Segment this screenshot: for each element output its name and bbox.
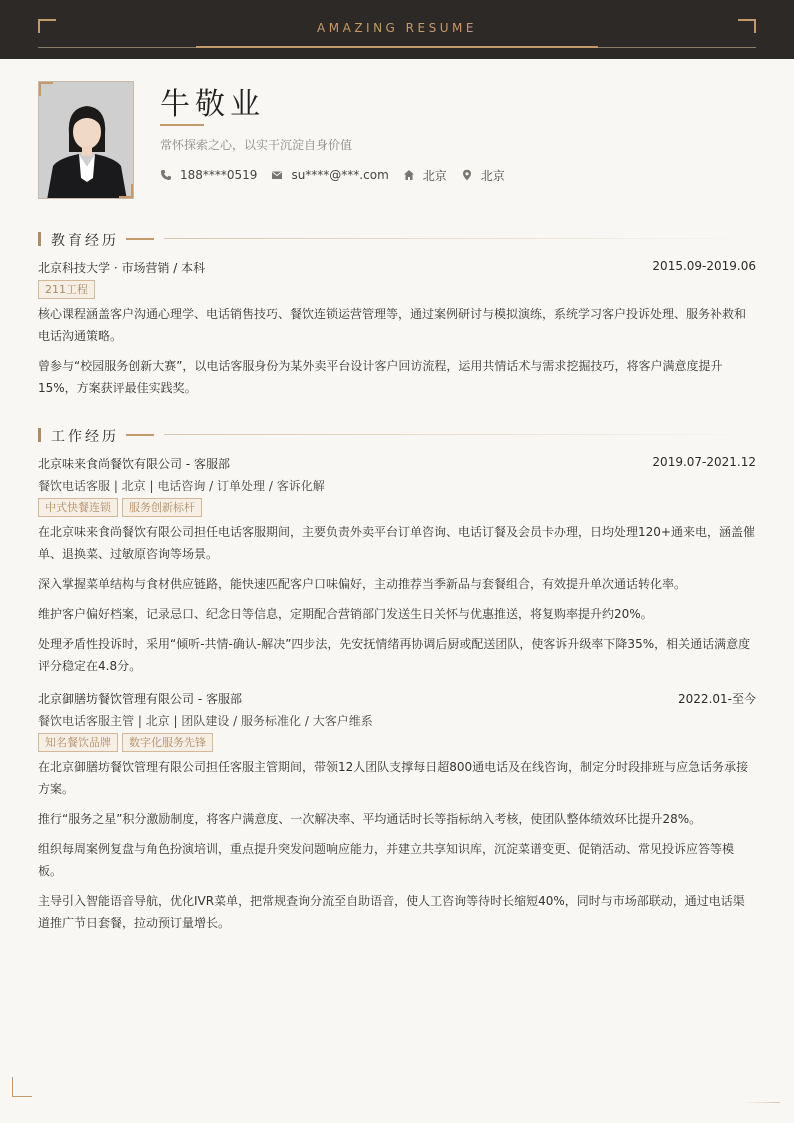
job-tags <box>38 498 206 517</box>
location: 北京 <box>480 168 505 183</box>
job-period: 2022.01-至今 <box>678 692 756 706</box>
home-icon <box>403 169 415 181</box>
company-name: 北京御膳坊餐饮管理有限公司 - 客服部 <box>38 692 242 706</box>
phone-number: 188****0519 <box>180 168 258 182</box>
brand-title: AMAZING RESUME <box>317 21 477 35</box>
header-accent-line <box>196 46 598 48</box>
school-name: 北京科技大学 · 市场营销 / 本科 <box>38 261 206 275</box>
name-underline <box>160 124 204 126</box>
job-entry <box>38 455 756 472</box>
education-tags <box>38 280 99 299</box>
section-title: 教育经历 <box>51 233 119 249</box>
tag: 知名餐饮品牌 <box>38 733 118 752</box>
education-paragraph: 核心课程涵盖客户沟通心理学、电话销售技巧、餐饮连锁运营管理等，通过案例研讨与模拟演练，系统学习客户投诉处理、服务补救和电话沟通策略。 <box>38 307 747 343</box>
hometown: 北京 <box>422 168 447 183</box>
education-entry <box>38 259 756 276</box>
job-role: 餐饮电话客服 | 北京 | 电话咨询 / 订单处理 / 客诉化解 <box>38 479 325 493</box>
education-period: 2015.09-2019.06 <box>652 259 756 273</box>
job-tags <box>38 733 217 752</box>
bottom-right-line-ornament <box>742 1102 780 1103</box>
job-paragraph: 在北京味来食尚餐饮有限公司担任电话客服期间，主要负责外卖平台订单咨询、电话订餐及会员卡办理，日均处理120+通来电，涵盖催单、退换菜、过敏原咨询等场景。 <box>38 525 755 561</box>
education-paragraph: 曾参与“校园服务创新大赛”，以电话客服身份为某外卖平台设计客户回访流程，运用共情话术与需求挖掘技巧，将客户满意度提升15%，方案获评最佳实践奖。 <box>38 359 723 395</box>
location-pin-icon <box>461 169 473 181</box>
tag: 211工程 <box>38 280 95 299</box>
mail-icon <box>271 169 283 181</box>
candidate-tagline: 常怀探索之心，以实干沉淀自身价值 <box>160 138 353 152</box>
job-paragraph: 在北京御膳坊餐饮管理有限公司担任客服主管期间，带领12人团队支撑每日超800通电话及在线咨询，制定分时段排班与应急话务承接方案。 <box>38 760 749 796</box>
portrait-image <box>39 82 134 199</box>
job-paragraph: 深入掌握菜单结构与食材供应链路，能快速匹配客户口味偏好，主动推荐当季新品与套餐组合，有效提升单次通话转化率。 <box>38 577 687 591</box>
contact-email <box>271 168 388 182</box>
job-paragraph: 主导引入智能语音导航，优化IVR菜单，把常规查询分流至自助语音，使人工咨询等待时长缩短40%，同时与市场部联动，通过电话渠道推广节日套餐，拉动预订量增长。 <box>38 894 745 930</box>
profile-photo <box>38 81 134 199</box>
candidate-name: 牛敬业 <box>160 87 265 122</box>
job-paragraph: 推行“服务之星”积分激励制度，将客户满意度、一次解决率、平均通话时长等指标纳入考核，使团队整体绩效环比提升28%。 <box>38 812 702 826</box>
section-title: 工作经历 <box>51 429 119 445</box>
contact-info <box>160 167 519 183</box>
job-paragraph: 组织每周案例复盘与角色扮演培训，重点提升突发问题响应能力，并建立共享知识库，沉淀菜谱变更、促销活动、常见投诉应答等模板。 <box>38 842 735 878</box>
job-period: 2019.07-2021.12 <box>652 455 756 469</box>
job-role: 餐饮电话客服主管 | 北京 | 团队建设 / 服务标准化 / 大客户维系 <box>38 714 373 728</box>
job-entry <box>38 690 756 707</box>
contact-phone <box>160 168 257 182</box>
company-name: 北京味来食尚餐饮有限公司 - 客服部 <box>38 457 230 471</box>
tag: 服务创新标杆 <box>122 498 202 517</box>
contact-hometown <box>403 167 447 184</box>
tag: 中式快餐连锁 <box>38 498 118 517</box>
contact-location <box>461 167 505 184</box>
job-paragraph: 处理矛盾性投诉时，采用“倾听-共情-确认-解决”四步法，先安抚情绪再协调后厨或配送团队，使客诉升级率下降35%，相关通话满意度评分稳定在4.8分。 <box>38 637 751 673</box>
work-section-header <box>38 427 756 443</box>
phone-icon <box>160 169 172 181</box>
header-band <box>0 0 794 59</box>
bottom-left-corner-ornament <box>12 1077 32 1097</box>
job-paragraph: 维护客户偏好档案，记录忌口、纪念日等信息，定期配合营销部门发送生日关怀与优惠推送，将复购率提升约20%。 <box>38 607 653 621</box>
education-section-header <box>38 231 756 247</box>
email-address: su****@***.com <box>291 168 389 182</box>
tag: 数字化服务先锋 <box>122 733 213 752</box>
